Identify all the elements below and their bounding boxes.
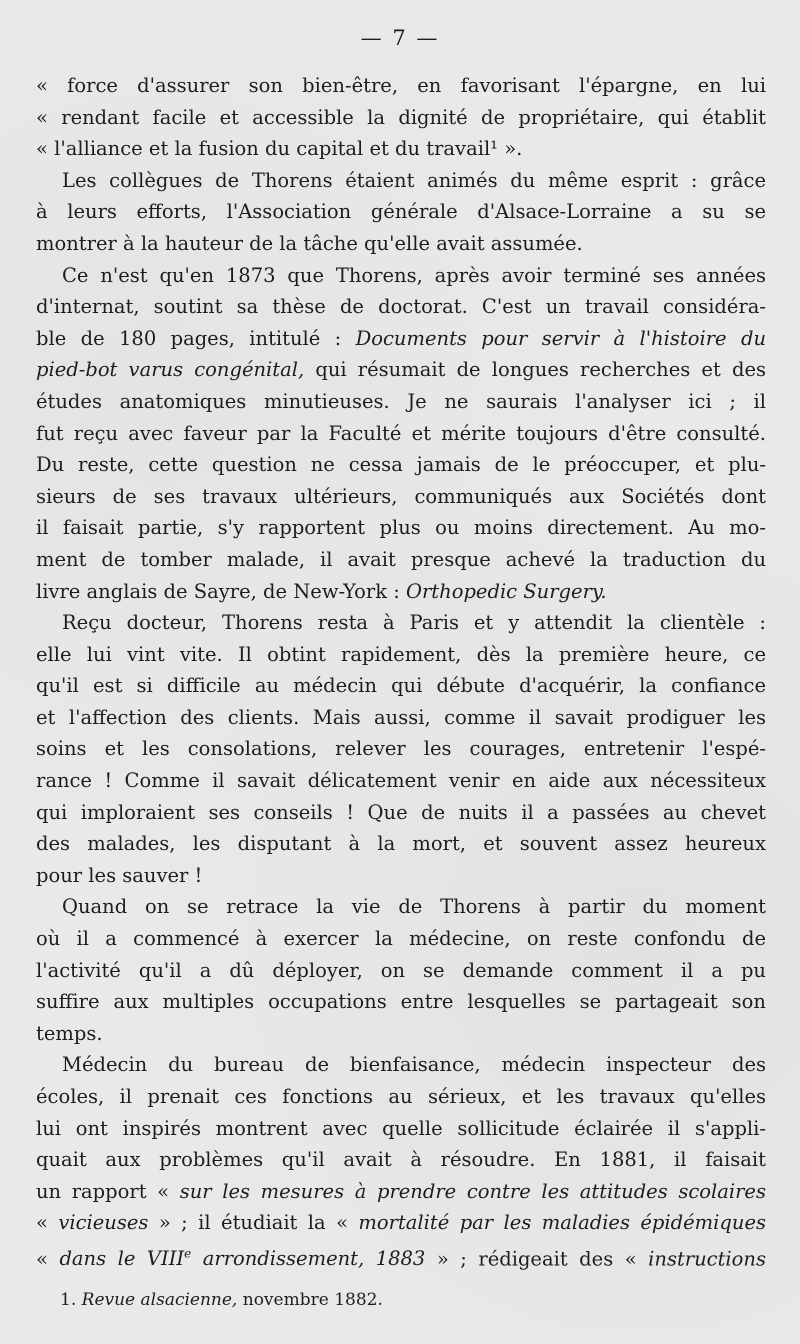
text-line: sieurs de ses travaux ultérieurs, communiqués aux Sociétés dont [36,484,766,508]
text-line: des malades, les disputant à la mort, et souvent assez heureux [36,832,766,856]
paragraph [36,1049,766,1270]
footnote-number: 1. [60,1290,77,1310]
text-line: Les collègues de Thorens étaient animés du même esprit : grâce [62,168,766,192]
text-line: ble de 180 pages, intitulé : Documents pour servir à l'histoire du [36,326,766,350]
text-line: « l'alliance et la fusion du capital et du travail¹ ». [36,137,523,161]
footnote [60,1290,383,1310]
text-line: lui ont inspirés montrent avec quelle sollicitude éclairée il s'appli- [36,1116,766,1140]
text-line: études anatomiques minutieuses. Je ne saurais l'analyser ici ; il [36,389,766,413]
text-line: d'internat, soutint sa thèse de doctorat. C'est un travail considéra- [36,295,766,319]
text-line: Médecin du bureau de bienfaisance, médecin inspecteur des [62,1053,766,1077]
paragraph [36,165,766,260]
text-line: « rendant facile et accessible la dignité de propriétaire, qui établit [36,105,766,129]
text-line: soins et les consolations, relever les courages, entretenir l'espé- [36,737,766,761]
text-line: écoles, il prenait ces fonctions au sérieux, et les travaux qu'elles [36,1085,766,1108]
text-line: rance ! Comme il savait délicatement venir en aide aux nécessiteux [36,769,766,793]
text-line: Reçu docteur, Thorens resta à Paris et y attendit la clientèle : [62,611,766,635]
text-line: elle lui vint vite. Il obtint rapidement, dès la première heure, ce [36,642,766,666]
text-line: « dans le VIIIe arrondissement, 1883 » ; rédigeait des « instructions [36,1246,766,1271]
text-line: suffire aux multiples occupations entre lesquelles se partageait son [36,990,766,1014]
paragraph [36,70,766,165]
text-line: il faisait partie, s'y rapportent plus ou moins directement. Au mo- [36,516,766,540]
text-line: livre anglais de Sayre, de New-York : Orthopedic Surgery. [36,579,607,603]
text-line: « force d'assurer son bien-être, en favorisant l'épargne, en lui [36,74,766,97]
text-line: fut reçu avec faveur par la Faculté et mérite toujours d'être consulté. [36,421,766,445]
text-line: pour les sauver ! [36,863,203,887]
text-line: qui imploraient ses conseils ! Que de nuits il a passées au chevet [36,800,766,824]
paragraph [36,607,766,891]
footnote-source: Revue alsacienne, [81,1290,238,1310]
text-line: montrer à la hauteur de la tâche qu'elle avait assumée. [36,231,583,255]
text-line: à leurs efforts, l'Association générale d'Alsace-Lorraine a su se [36,200,766,224]
page-number: — 7 — [360,26,440,50]
body-text [36,70,766,1271]
text-line: où il a commencé à exercer la médecine, on reste confondu de [36,927,766,951]
text-line: pied-bot varus congénital, qui résumait de longues recherches et des [36,358,766,382]
text-line: Du reste, cette question ne cessa jamais de le préoccuper, et plu- [36,453,766,477]
text-line: « vicieuses » ; il étudiait la « mortalité par les maladies épidémiques [36,1211,766,1235]
paragraph [36,891,766,1049]
text-line: temps. [36,1021,103,1045]
text-line: ment de tomber malade, il avait presque achevé la traduction du [36,547,766,571]
paragraph [36,260,766,608]
text-line: Ce n'est qu'en 1873 que Thorens, après avoir terminé ses années [62,263,766,287]
text-line: un rapport « sur les mesures à prendre contre les attitudes scolaires [36,1179,766,1203]
text-line: l'activité qu'il a dû déployer, on se demande comment il a pu [36,958,766,982]
text-line: qu'il est si difficile au médecin qui débute d'acquérir, la confiance [36,674,766,698]
text-line: Quand on se retrace la vie de Thorens à partir du moment [62,895,766,919]
text-line: et l'affection des clients. Mais aussi, comme il savait prodiguer les [36,705,766,729]
text-line: quait aux problèmes qu'il avait à résoudre. En 1881, il faisait [36,1148,766,1172]
footnote-date: novembre 1882. [242,1290,383,1310]
